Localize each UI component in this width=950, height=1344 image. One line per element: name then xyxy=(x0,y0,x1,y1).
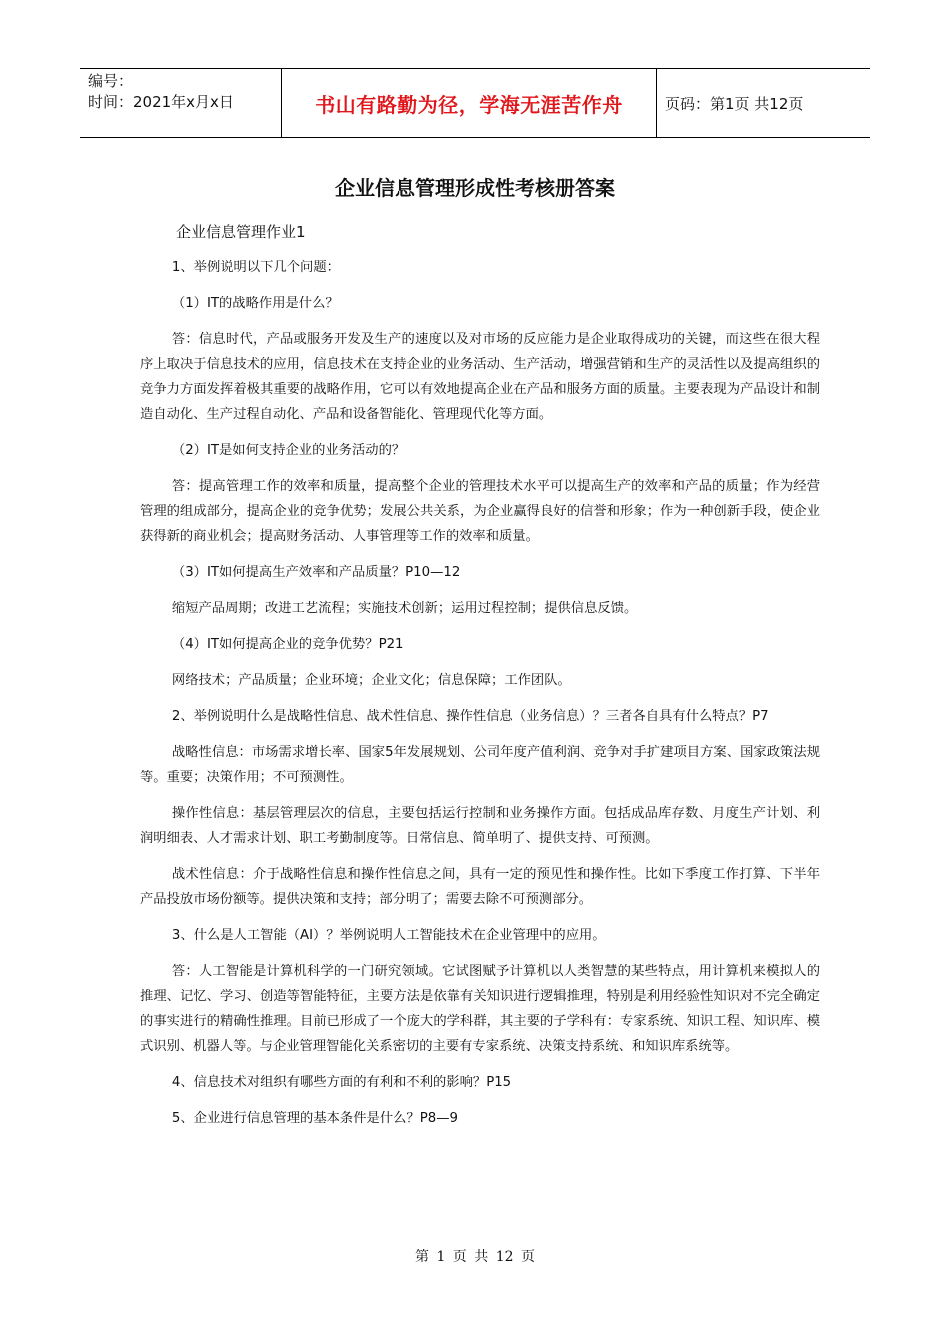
question-1-3: （3）IT如何提高生产效率和产品质量？P10—12 xyxy=(171,565,461,580)
number-label: 编号： xyxy=(88,72,134,90)
header-motto: 书山有路勤为径，学海无涯苦作舟 xyxy=(282,69,657,137)
page-footer: 第 1 页 共 12 页 xyxy=(415,1249,535,1265)
question-3: 3、什么是人工智能（AI）？举例说明人工智能技术在企业管理中的应用。 xyxy=(171,928,606,943)
question-1-2: （2）IT是如何支持企业的业务活动的？ xyxy=(171,443,406,458)
section-heading: 企业信息管理作业1 xyxy=(176,223,306,241)
answer-1-4: 网络技术；产品质量；企业环境；企业文化；信息保障；工作团队。 xyxy=(171,673,571,688)
page-header xyxy=(80,68,870,138)
header-meta xyxy=(80,69,282,137)
question-1-1: （1）IT的战略作用是什么？ xyxy=(171,296,339,311)
question-1: 1、举例说明以下几个问题： xyxy=(171,260,340,275)
answer-1-1: 答：信息时代，产品或服务开发及生产的速度以及对市场的反应能力是企业取得成功的关键，而这些在很大程序上取决于信息技术的应用，信息技术在支持企业的业务活动、生产活动，增强营销和生产的灵活性以及提高组织的竞争力方面发挥着极其重要的战略作用，它可以有效地提高企业在产品和服务方面的质量。主要表现为产品设计和制造自动化、生产过程自动化、产品和设备智能化、管理现代化等方面。 xyxy=(140,332,820,422)
time-label: 时间：2021年x月x日 xyxy=(88,93,234,111)
answer-1-2: 答：提高管理工作的效率和质量，提高整个企业的管理技术水平可以提高生产的效率和产品的质量；作为经营管理的组成部分，提高企业的竞争优势；发展公共关系，为企业赢得良好的信誉和形象；作为一种创新手段，使企业获得新的商业机会；提高财务活动、人事管理等工作的效率和质量。 xyxy=(140,479,820,544)
question-2: 2、举例说明什么是战略性信息、战术性信息、操作性信息（业务信息）？三者各自具有什么特点？P7 xyxy=(171,709,769,724)
document-title: 企业信息管理形成性考核册答案 xyxy=(335,176,615,200)
question-1-4: （4）IT如何提高企业的竞争优势？P21 xyxy=(171,637,404,652)
question-4: 4、信息技术对组织有哪些方面的有利和不利的影响？P15 xyxy=(171,1075,512,1090)
question-5: 5、企业进行信息管理的基本条件是什么？P8—9 xyxy=(171,1111,458,1126)
header-page-info: 页码：第1页 共12页 xyxy=(665,94,804,113)
answer-2-operational: 操作性信息：基层管理层次的信息，主要包括运行控制和业务操作方面。包括成品库存数、月度生产计划、利润明细表、人才需求计划、职工考勤制度等。日常信息、简单明了、提供支持、可预测。 xyxy=(140,806,820,846)
answer-3: 答：人工智能是计算机科学的一门研究领域。它试图赋予计算机以人类智慧的某些特点，用计算机来模拟人的推理、记忆、学习、创造等智能特征，主要方法是依靠有关知识进行逻辑推理，特别是利用经验性知识对不完全确定的事实进行的精确性推理。目前已形成了一个庞大的学科群，其主要的子学科有：专家系统、知识工程、知识库、模式识别、机器人等。与企业管理智能化关系密切的主要有专家系统、决策支持系统、和知识库系统等。 xyxy=(140,964,820,1054)
document-body xyxy=(140,220,820,1142)
answer-2-tactical: 战术性信息：介于战略性信息和操作性信息之间，具有一定的预见性和操作性。比如下季度工作打算、下半年产品投放市场份额等。提供决策和支持；部分明了；需要去除不可预测部分。 xyxy=(140,867,820,907)
answer-1-3: 缩短产品周期；改进工艺流程；实施技术创新；运用过程控制；提供信息反馈。 xyxy=(171,601,638,616)
answer-2-strategic: 战略性信息：市场需求增长率、国家5年发展规划、公司年度产值利润、竞争对手扩建项目方案、国家政策法规等。重要；决策作用；不可预测性。 xyxy=(140,745,820,785)
